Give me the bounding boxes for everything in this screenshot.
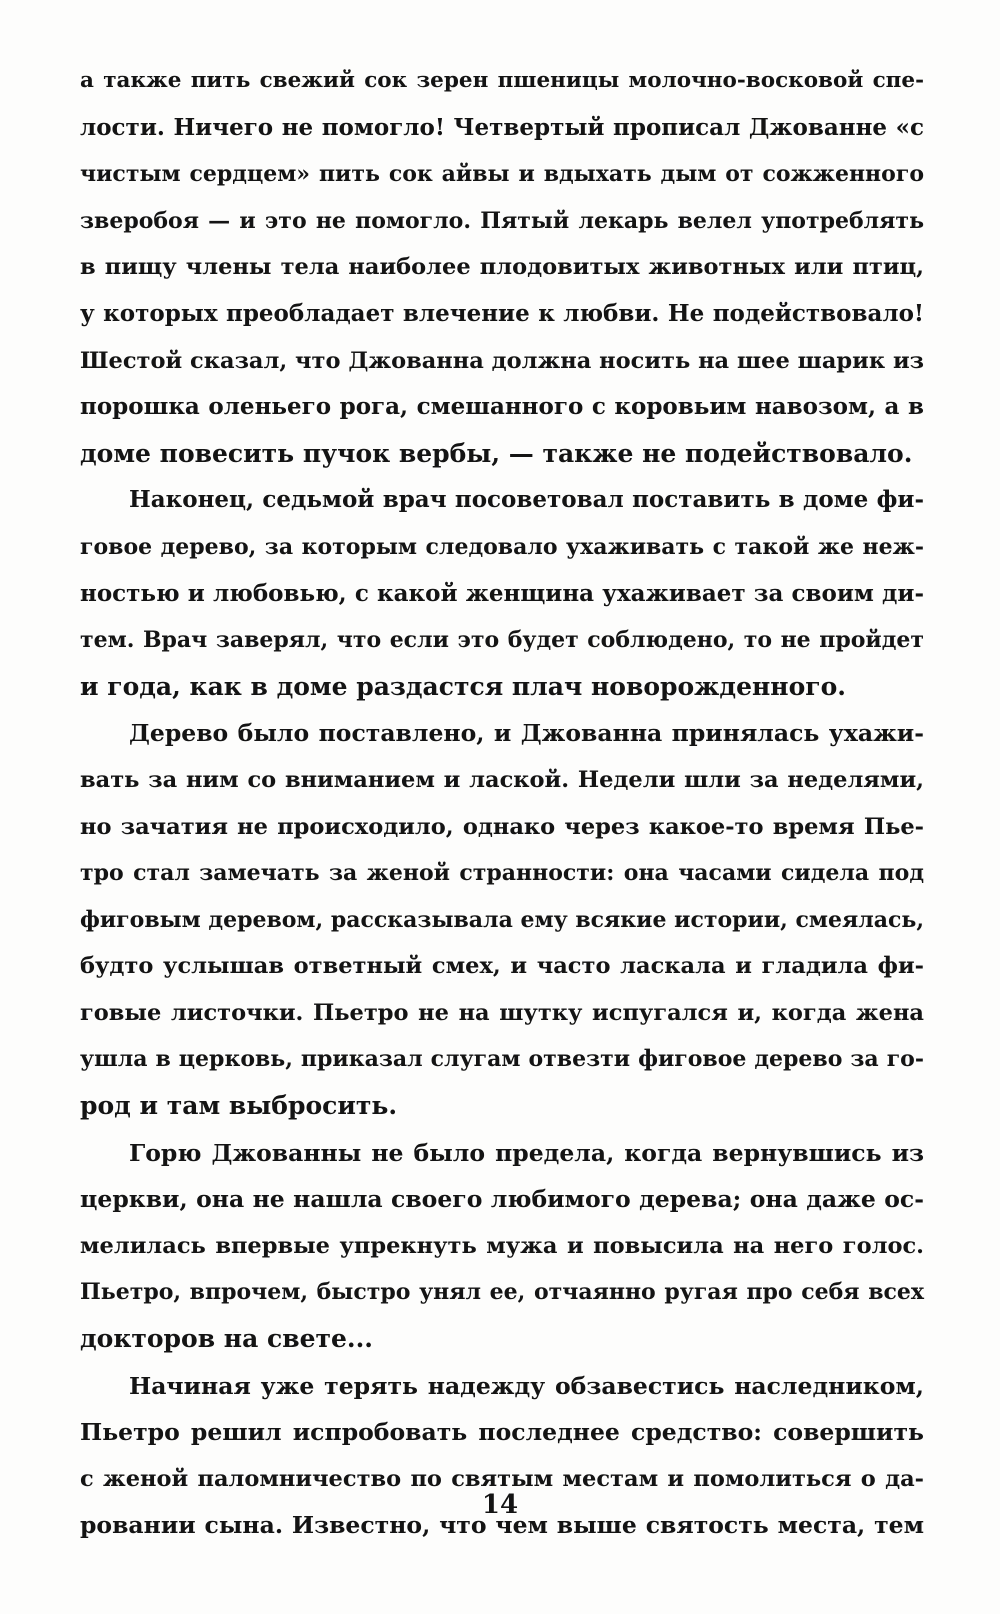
body-text <box>80 58 924 1549</box>
text-line: порошка оленьего рога, смешанного с коровьим навозом, а в <box>80 393 924 421</box>
text-line: фиговым деревом, рассказывала ему всякие истории, смеялась, <box>80 906 924 933</box>
text-line: в пищу члены тела наиболее плодовитых животных или птиц, <box>80 254 924 281</box>
text-line: докторов на свете... <box>80 1324 373 1354</box>
text-line: тро стал замечать за женой странности: она часами сидела под <box>80 860 924 887</box>
text-line: род и там выбросить. <box>80 1091 398 1121</box>
page-number: 14 <box>481 1490 519 1520</box>
text-line: Пьетро, впрочем, быстро унял ее, отчаянно ругая про себя всех <box>80 1279 924 1306</box>
text-line: а также пить свежий сок зерен пшеницы молочно-восковой спе- <box>80 68 924 93</box>
text-line: будто услышав ответный смех, и часто ласкала и гладила фи- <box>80 953 924 980</box>
text-line: чистым сердцем» пить сок айвы и вдыхать дым от сожженного <box>80 161 924 188</box>
text-line: с женой паломничество по святым местам и помолиться о да- <box>80 1465 924 1492</box>
text-line: церкви, она не нашла своего любимого дерева; она даже ос- <box>80 1185 924 1214</box>
text-line: и года, как в доме раздастся плач новорожденного. <box>80 671 846 701</box>
text-line: Начиная уже терять надежду обзавестись наследником, <box>129 1371 924 1400</box>
text-line: Шестой сказал, что Джованна должна носить на шее шарик из <box>80 347 924 374</box>
text-line: ностью и любовью, с какой женщина ухаживает за своим ди- <box>80 579 924 607</box>
text-line: лости. Ничего не помогло! Четвертый прописал Джованне «с <box>80 113 924 141</box>
text-line: тем. Врач заверял, что если это будет соблюдено, то не пройдет <box>80 627 924 654</box>
text-line: вать за ним со вниманием и лаской. Недели шли за неделями, <box>80 766 924 793</box>
text-line: но зачатия не происходило, однако через какое-то время Пье- <box>80 813 924 840</box>
text-line: Пьетро решил испробовать последнее средство: совершить <box>80 1418 924 1447</box>
text-line: говые листочки. Пьетро не на шутку испугался и, когда жена <box>80 999 924 1026</box>
text-line: мелилась впервые упрекнуть мужа и повысила на него голос. <box>80 1232 924 1259</box>
text-line: говое дерево, за которым следовало ухаживать с такой же неж- <box>80 533 924 560</box>
text-line: доме повесить пучок вербы, — также не подействовало. <box>80 438 913 468</box>
text-line: Наконец, седьмой врач посоветовал поставить в доме фи- <box>129 486 924 514</box>
text-line: Дерево было поставлено, и Джованна принялась ухажи- <box>129 719 924 748</box>
text-line: зверобоя — и это не помогло. Пятый лекарь велел употреблять <box>80 207 924 234</box>
text-line: ушла в церковь, приказал слугам отвезти фиговое дерево за го- <box>80 1046 924 1073</box>
text-line: Горю Джованны не было предела, когда вернувшись из <box>129 1138 924 1167</box>
text-line: ровании сына. Известно, что чем выше святость места, тем <box>80 1511 924 1540</box>
text-line: у которых преобладает влечение к любви. Не подействовало! <box>80 299 924 327</box>
